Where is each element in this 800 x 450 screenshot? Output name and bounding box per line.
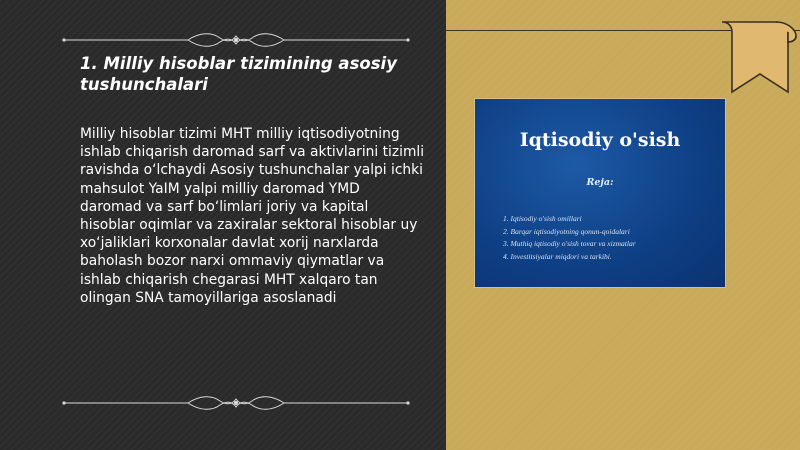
slide-list [503, 213, 636, 263]
slide-title: Iqtisodiy o'sish [519, 129, 681, 151]
slide-list-item: 4. Investitsiyalar miqdori va tarkibi. [503, 251, 612, 261]
slide-list-item: 3. Muthiq iqtisodiy o'sish tovar va xizmatlar [503, 239, 636, 248]
slide-subtitle: Reja: [586, 177, 614, 188]
bookmark-ribbon-icon [718, 18, 800, 98]
ornament-divider-bottom [60, 393, 412, 413]
slide-list-item: 1. Iqtisodiy o'sish omillari [503, 214, 582, 223]
ornament-divider-top [60, 30, 412, 50]
slide-list-item: 2. Barqar iqtisodiyotning qonun-qoidalari [503, 226, 630, 236]
section-title: 1. Milliy hisoblar tizimining asosiy tushunchalari [80, 54, 397, 94]
body-paragraph: Milliy hisoblar tizimi MHT milliy iqtisodiyotning ishlab chiqarish daromad sarf va aktivlarini tizimli ravishda o‘lchaydi Asosiy tushunchalar yalpi ichki mahsulot YaIM yalpi milliy daromad YMD daromad va sarf bo‘limlari joriy va kapital hisoblar oqimlar va zaxiralar sektoral hisoblar uy xo‘jaliklari korxonalar davlat xorij narxlarda baholash bozor narxi ommaviy qiymatlar va ishlab chiqarish chegarasi MHT xalqaro tan olingan SNA tamoyillariga asoslanadi [80, 126, 425, 306]
slide-preview [475, 99, 725, 287]
